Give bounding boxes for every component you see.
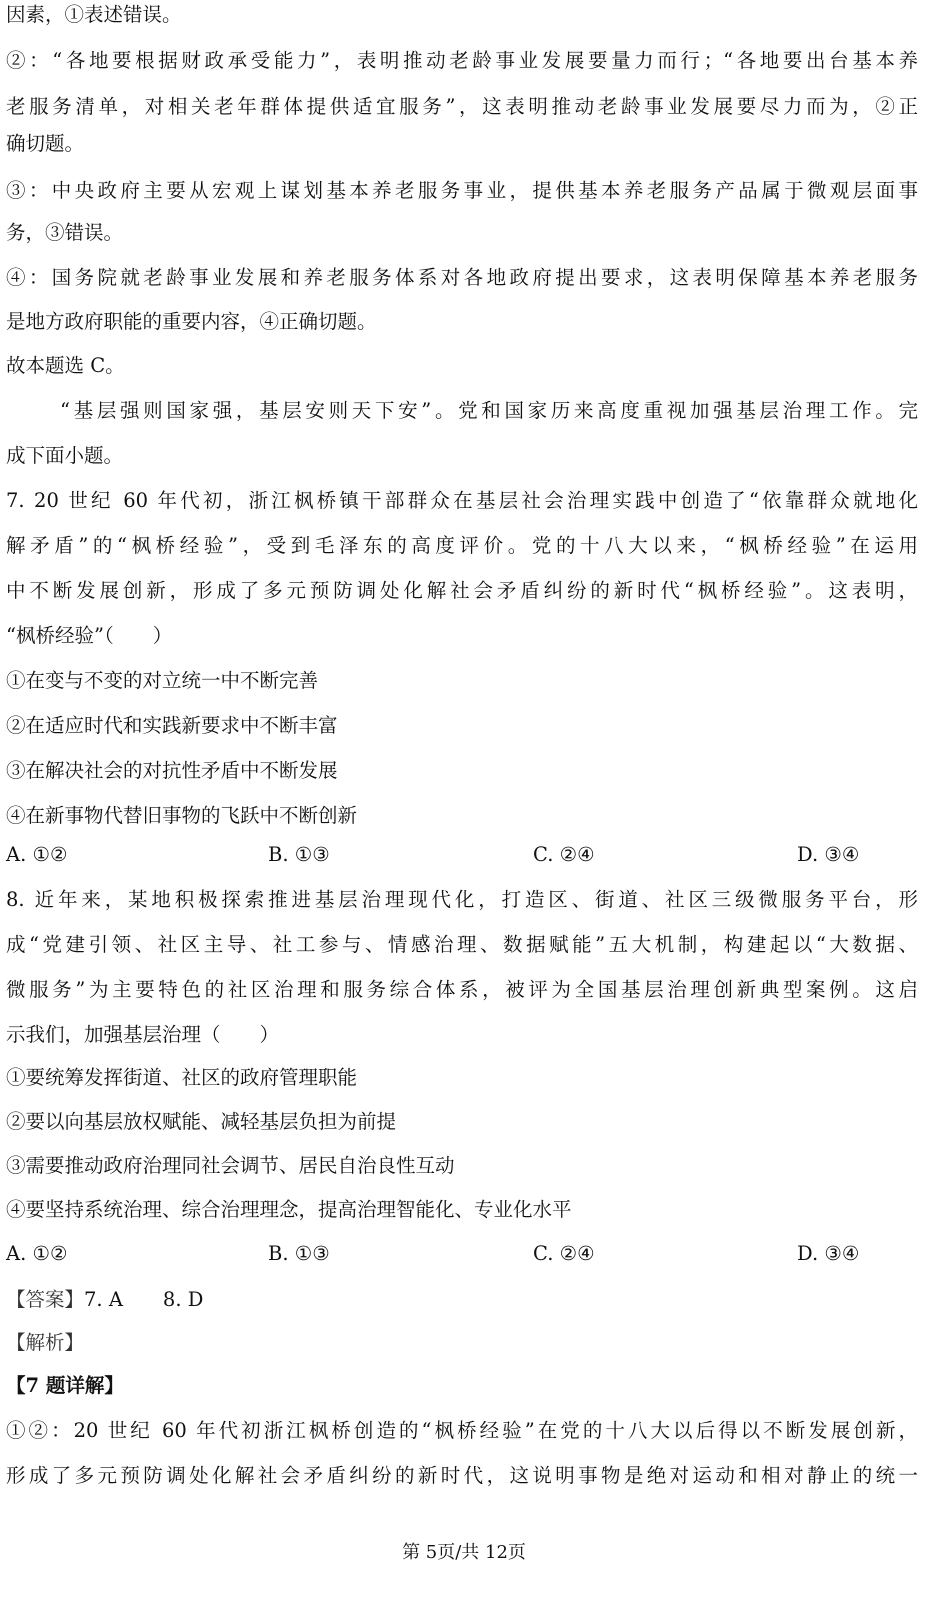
question-8-statement: ③需要推动政府治理同社会调节、居民自治良性互动 bbox=[6, 1154, 455, 1177]
question-8-option-d: D. ③④ bbox=[797, 1242, 860, 1265]
question-8-option-b: B. ①③ bbox=[268, 1242, 330, 1265]
answer-q8: 8. D bbox=[162, 1288, 204, 1311]
question-7-option-c: C. ②④ bbox=[533, 843, 595, 866]
analysis-line: 形成了多元预防调处化解社会矛盾纠纷的新时代，这说明事物是绝对运动和相对静止的统一 bbox=[6, 1464, 918, 1487]
paragraph-line: ②：“各地要根据财政承受能力”，表明推动老龄事业发展要量力而行；“各地要出台基本养 bbox=[6, 49, 918, 72]
paragraph-line: 务，③错误。 bbox=[6, 221, 124, 244]
question-8-statement: ④要坚持系统治理、综合治理理念，提高治理智能化、专业化水平 bbox=[6, 1198, 572, 1221]
question-7-statement: ④在新事物代替旧事物的飞跃中不断创新 bbox=[6, 804, 358, 827]
question-8-statement: ②要以向基层放权赋能、减轻基层负担为前提 bbox=[6, 1110, 397, 1133]
question-7-statement: ②在适应时代和实践新要求中不断丰富 bbox=[6, 714, 338, 737]
question-7-statement: ③在解决社会的对抗性矛盾中不断发展 bbox=[6, 759, 338, 782]
question-8-stem: 微服务”为主要特色的社区治理和服务综合体系，被评为全国基层治理创新典型案例。这启 bbox=[6, 978, 918, 1001]
paragraph-line: 是地方政府职能的重要内容，④正确切题。 bbox=[6, 310, 377, 333]
question-8-option-c: C. ②④ bbox=[533, 1242, 595, 1265]
answer-line bbox=[6, 1277, 918, 1323]
passage-intro: 成下面小题。 bbox=[6, 444, 124, 467]
question-7-stem: 解矛盾”的“枫桥经验”，受到毛泽东的高度评价。党的十八大以来，“枫桥经验”在运用 bbox=[6, 534, 918, 557]
paragraph-line: ③：中央政府主要从宏观上谋划基本养老服务事业，提供基本养老服务产品属于微观层面事 bbox=[6, 179, 918, 202]
question-7-statement: ①在变与不变的对立统一中不断完善 bbox=[6, 669, 319, 692]
analysis-label: 【解析】 bbox=[6, 1331, 85, 1354]
paragraph-line: 确切题。 bbox=[6, 132, 85, 155]
question-7-option-d: D. ③④ bbox=[797, 843, 860, 866]
question-7-stem: “枫桥经验”（ ） bbox=[6, 624, 173, 647]
passage-intro: “基层强则国家强，基层安则天下安”。党和国家历来高度重视加强基层治理工作。完 bbox=[60, 399, 918, 422]
question-8-stem: 8. 近年来，某地积极探索推进基层治理现代化，打造区、街道、社区三级微服务平台，形 bbox=[6, 888, 918, 911]
question-7-stem: 7. 20 世纪 60 年代初，浙江枫桥镇干部群众在基层社会治理实践中创造了“依靠群众就地化 bbox=[6, 489, 918, 512]
question-7-option-a: A. ①② bbox=[6, 843, 68, 866]
answer-label: 【答案】 bbox=[6, 1288, 85, 1311]
question-7-stem: 中不断发展创新，形成了多元预防调处化解社会矛盾纠纷的新时代“枫桥经验”。这表明， bbox=[6, 579, 918, 602]
paragraph-line: 老服务清单，对相关老年群体提供适宜服务”，这表明推动老龄事业发展要尽力而为，②正 bbox=[6, 95, 918, 118]
question-8-statement: ①要统筹发挥街道、社区的政府管理职能 bbox=[6, 1066, 358, 1089]
paragraph-line: 因素，①表述错误。 bbox=[6, 3, 182, 26]
question-7-option-b: B. ①③ bbox=[268, 843, 330, 866]
paragraph-line: ④：国务院就老龄事业发展和养老服务体系对各地政府提出要求，这表明保障基本养老服务 bbox=[6, 266, 918, 289]
analysis-line: ①②：20 世纪 60 年代初浙江枫桥创造的“枫桥经验”在党的十八大以后得以不断发展创新， bbox=[6, 1419, 918, 1442]
paragraph-line: 故本题选 C。 bbox=[6, 354, 125, 377]
question-8-option-a: A. ①② bbox=[6, 1242, 68, 1265]
question-7-detail-heading: 【7 题详解】 bbox=[6, 1374, 124, 1397]
question-8-stem: 示我们，加强基层治理（ ） bbox=[6, 1023, 280, 1046]
question-8-stem: 成“党建引领、社区主导、社工参与、情感治理、数据赋能”五大机制，构建起以“大数据、 bbox=[6, 933, 918, 956]
page-footer: 第 5页/共 12页 bbox=[402, 1542, 526, 1563]
answer-q7: 7. A bbox=[84, 1288, 123, 1311]
